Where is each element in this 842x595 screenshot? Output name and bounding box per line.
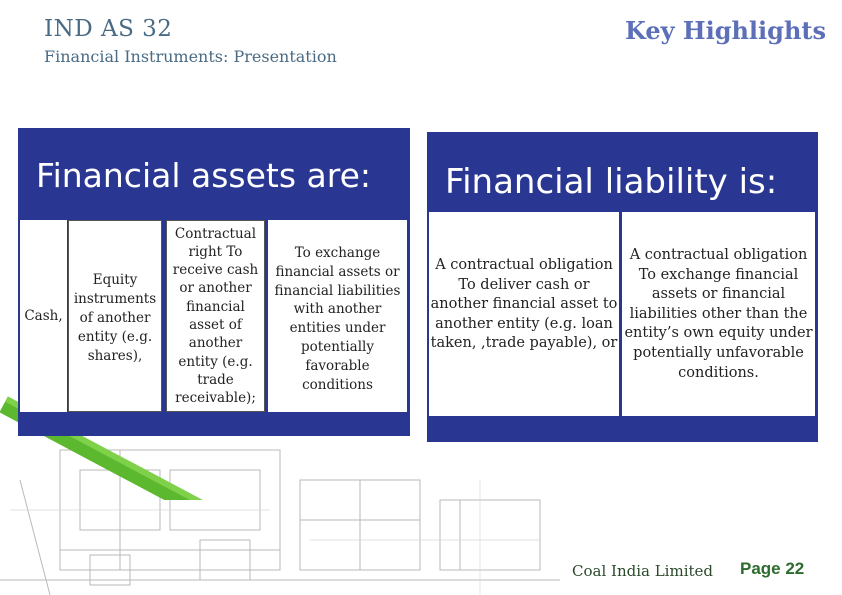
- slide-subtitle: Financial Instruments: Presentation: [44, 47, 337, 66]
- liability-deliver-cell: [429, 212, 619, 416]
- asset-cash-text: Cash,: [24, 308, 63, 324]
- financial-liability-panel: [427, 132, 818, 442]
- page-number: Page 22: [740, 559, 805, 578]
- liability-deliver-text: A contractual obligation To deliver cash or another financial asset to another entity (e.g. loan taken, ,trade payable), or: [430, 257, 618, 352]
- slide-title: IND AS 32: [44, 16, 173, 42]
- key-highlights-label: Key Highlights: [625, 16, 826, 45]
- asset-contractual-right-text: Contractual right To receive cash or another financial asset of another entity (e.g. trade receivable);: [172, 225, 259, 407]
- asset-exchange-cell: [268, 220, 407, 412]
- asset-equity-text: Equity instruments of another entity (e.g. shares),: [73, 272, 157, 364]
- liability-exchange-text: A contractual obligation To exchange financial assets or financial liabilities other than the entity’s own equity under potentially unfavorable conditions.: [624, 247, 813, 381]
- asset-contractual-right-cell: [166, 220, 265, 412]
- asset-equity-cell: [68, 220, 162, 412]
- assets-heading: Financial assets are:: [36, 156, 372, 195]
- asset-exchange-text: To exchange financial assets or financial liabilities with another entities under potentially favorable conditions: [274, 245, 401, 393]
- liability-exchange-cell: [622, 212, 815, 416]
- asset-cash-cell: [20, 220, 67, 412]
- liability-heading: Financial liability is:: [445, 162, 778, 202]
- financial-assets-panel: [18, 128, 410, 436]
- footer-company: Coal India Limited: [572, 562, 713, 580]
